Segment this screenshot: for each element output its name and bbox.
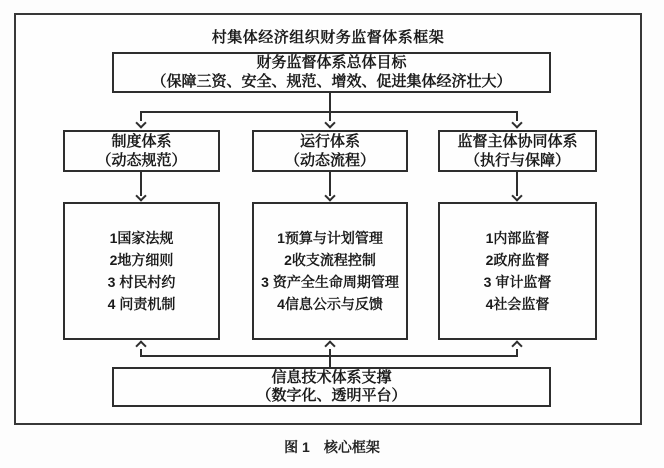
diagram-title: 村集体经济组织财务监督体系框架 — [211, 29, 445, 46]
pillar-detail-operation — [252, 202, 408, 340]
pillar-header-supervisors — [438, 130, 597, 172]
detail-item: 3 村民村约 — [107, 274, 176, 290]
detail-item: 2收支流程控制 — [284, 252, 376, 268]
connector-support-stem — [329, 349, 331, 367]
goal-subtitle: （保障三资、安全、规范、增效、促进集体经济壮大） — [151, 72, 512, 90]
pillar-title: 制度体系 — [111, 133, 172, 150]
support-title: 信息技术体系支撑 — [271, 369, 392, 386]
figure-caption — [0, 437, 664, 457]
pillar-title: 监督主体协同体系 — [457, 133, 578, 150]
detail-item: 4信息公示与反馈 — [277, 296, 383, 312]
caption-text: 核心框架 — [323, 439, 380, 455]
pillar-subtitle: （动态规范） — [96, 152, 187, 169]
detail-item: 4社会监督 — [485, 296, 550, 312]
detail-item: 3 审计监督 — [483, 274, 552, 290]
detail-item: 1内部监督 — [485, 230, 550, 246]
goal-box — [112, 52, 551, 93]
detail-item: 2政府监督 — [485, 252, 550, 268]
support-box — [112, 367, 551, 407]
detail-item: 2地方细则 — [109, 252, 174, 268]
detail-item: 3 资产全生命周期管理 — [261, 274, 399, 290]
caption-label: 图 1 — [284, 439, 310, 455]
pillar-subtitle: （动态流程） — [284, 152, 375, 169]
detail-item: 1国家法规 — [109, 230, 174, 246]
pillar-header-institution — [63, 130, 220, 172]
connector-goal-stem — [329, 93, 331, 111]
pillar-subtitle: （执行与保障） — [464, 152, 570, 169]
goal-title: 财务监督体系总体目标 — [256, 54, 407, 71]
pillar-detail-supervisors — [438, 202, 597, 340]
pillar-title: 运行体系 — [299, 133, 360, 150]
detail-item: 4 问责机制 — [107, 296, 176, 312]
pillar-detail-institution — [63, 202, 220, 340]
support-subtitle: （数字化、透明平台） — [256, 387, 407, 404]
pillar-header-operation — [252, 130, 408, 172]
detail-item: 1预算与计划管理 — [277, 230, 383, 246]
